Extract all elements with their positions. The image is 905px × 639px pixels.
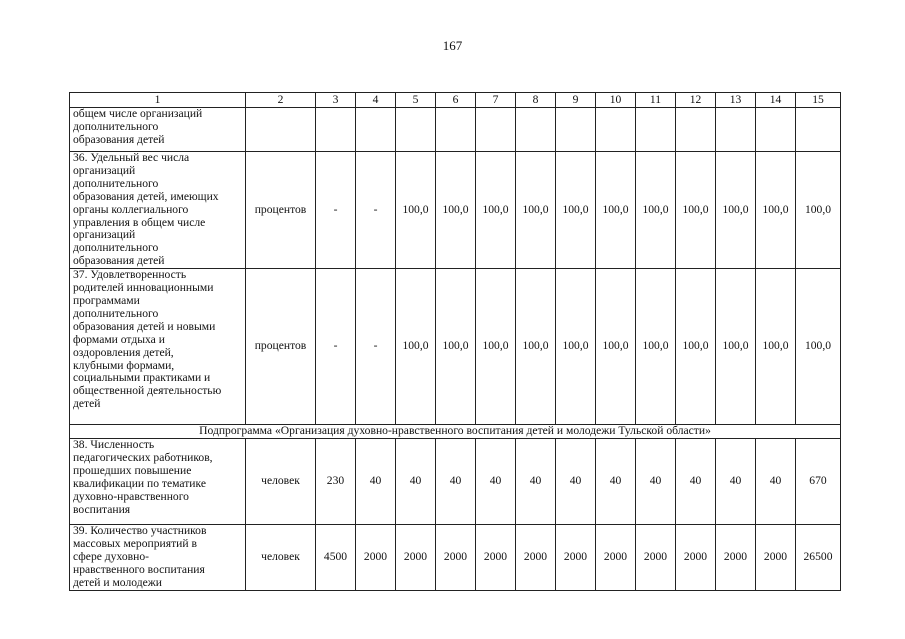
value-cell: 100,0 <box>596 269 636 425</box>
unit-cell: человек <box>246 439 316 525</box>
value-cell: - <box>356 152 396 269</box>
value-cell: 40 <box>596 439 636 525</box>
indicator-name-line: образования детей, имеющих <box>73 189 219 203</box>
indicator-name-line: 39. Количество участников <box>73 524 207 538</box>
table-row <box>70 152 841 269</box>
value-cell <box>596 108 636 152</box>
indicator-name <box>70 269 246 425</box>
value-cell: 40 <box>676 439 716 525</box>
value-cell <box>436 108 476 152</box>
indicator-name-line: общественной деятельностью <box>73 384 222 398</box>
value-cell: 100,0 <box>636 152 676 269</box>
indicator-name-line: педагогических работников, <box>73 451 213 465</box>
indicator-name-line: образования детей <box>73 132 165 146</box>
page-number: 167 <box>442 38 463 53</box>
value-cell: 670 <box>796 439 841 525</box>
indicator-name-line: органы коллегиального <box>73 202 189 216</box>
value-cell <box>476 108 516 152</box>
value-cell: 100,0 <box>436 269 476 425</box>
header-cell: 6 <box>436 93 476 108</box>
value-cell: - <box>316 152 356 269</box>
header-cell: 8 <box>516 93 556 108</box>
value-cell: 2000 <box>516 525 556 591</box>
value-cell: 100,0 <box>676 269 716 425</box>
unit-cell <box>246 108 316 152</box>
value-cell: 100,0 <box>596 152 636 269</box>
indicator-name-line: 38. Численность <box>73 438 155 452</box>
value-cell: 230 <box>316 439 356 525</box>
value-cell <box>396 108 436 152</box>
value-cell: 100,0 <box>516 152 556 269</box>
value-cell <box>516 108 556 152</box>
unit-cell: человек <box>246 525 316 591</box>
value-cell: 40 <box>516 439 556 525</box>
value-cell: 100,0 <box>556 269 596 425</box>
indicator-name-line: 36. Удельный вес числа <box>73 151 190 164</box>
value-cell: 2000 <box>436 525 476 591</box>
indicator-name-line: квалификации по тематике <box>73 476 206 490</box>
value-cell: 40 <box>716 439 756 525</box>
value-cell: 40 <box>556 439 596 525</box>
header-cell: 15 <box>796 93 841 108</box>
value-cell: - <box>316 269 356 425</box>
header-cell: 7 <box>476 93 516 108</box>
indicator-name <box>70 108 246 152</box>
indicator-name-line: прошедших повышение <box>73 463 192 477</box>
value-cell: 100,0 <box>716 269 756 425</box>
header-cell: 11 <box>636 93 676 108</box>
value-cell: 2000 <box>396 525 436 591</box>
value-cell <box>316 108 356 152</box>
value-cell: 100,0 <box>796 269 841 425</box>
indicator-name-line: управления в общем числе <box>73 215 206 229</box>
value-cell: 100,0 <box>516 269 556 425</box>
header-cell: 10 <box>596 93 636 108</box>
indicator-name-line: оздоровления детей, <box>73 345 174 359</box>
value-cell: 2000 <box>596 525 636 591</box>
value-cell: 40 <box>636 439 676 525</box>
value-cell: 40 <box>436 439 476 525</box>
header-cell: 1 <box>70 93 246 108</box>
value-cell: 100,0 <box>676 152 716 269</box>
indicator-name-line: дополнительного <box>73 176 159 190</box>
value-cell <box>796 108 841 152</box>
indicator-name-line: организаций <box>73 163 136 177</box>
value-cell: 100,0 <box>476 152 516 269</box>
value-cell: 2000 <box>676 525 716 591</box>
table-header-row <box>70 93 841 108</box>
header-cell: 5 <box>396 93 436 108</box>
value-cell: 40 <box>356 439 396 525</box>
indicator-name-line: нравственного воспитания <box>73 562 205 576</box>
indicator-name-line: клубными формами, <box>73 358 175 372</box>
indicator-name <box>70 525 246 591</box>
value-cell <box>556 108 596 152</box>
header-cell: 3 <box>316 93 356 108</box>
value-cell: 100,0 <box>756 269 796 425</box>
indicator-name-line: родителей инновационными <box>73 281 214 295</box>
value-cell: 2000 <box>756 525 796 591</box>
header-cell: 4 <box>356 93 396 108</box>
indicator-name-line: образования детей <box>73 254 165 268</box>
value-cell: 2000 <box>356 525 396 591</box>
header-cell: 13 <box>716 93 756 108</box>
value-cell <box>636 108 676 152</box>
value-cell: 40 <box>396 439 436 525</box>
indicator-name-line: детей <box>73 397 101 411</box>
header-cell: 14 <box>756 93 796 108</box>
value-cell: 40 <box>756 439 796 525</box>
indicator-name-line: организаций <box>73 228 136 242</box>
indicator-name-line: формами отдыха и <box>73 332 165 346</box>
value-cell <box>356 108 396 152</box>
table-row <box>70 108 841 152</box>
value-cell <box>676 108 716 152</box>
indicator-name-line: массовых мероприятий в <box>73 537 197 551</box>
value-cell: 100,0 <box>396 152 436 269</box>
table-row <box>70 525 841 591</box>
value-cell: 100,0 <box>636 269 676 425</box>
value-cell: 100,0 <box>716 152 756 269</box>
header-cell: 2 <box>246 93 316 108</box>
value-cell: - <box>356 269 396 425</box>
indicator-name-line: программами <box>73 293 140 307</box>
indicator-name-line: сфере духовно- <box>73 549 149 563</box>
indicator-name-line: общем числе организаций <box>73 107 203 120</box>
subprogram-title: Подпрограмма «Организация духовно-нравственного воспитания детей и молодежи Тульской области» <box>70 425 841 439</box>
value-cell: 100,0 <box>396 269 436 425</box>
indicator-name-line: духовно-нравственного <box>73 489 189 503</box>
unit-cell: процентов <box>246 152 316 269</box>
table-row <box>70 439 841 525</box>
indicators-table <box>69 92 841 591</box>
indicator-name-line: социальными практиками и <box>73 371 211 385</box>
indicator-name-line: 37. Удовлетворенность <box>73 268 187 282</box>
subprogram-row <box>70 425 841 439</box>
value-cell: 26500 <box>796 525 841 591</box>
value-cell <box>716 108 756 152</box>
value-cell: 40 <box>476 439 516 525</box>
indicator-name-line: детей и молодежи <box>73 575 162 589</box>
indicator-name-line: дополнительного <box>73 241 159 255</box>
indicator-name <box>70 152 246 269</box>
value-cell: 100,0 <box>756 152 796 269</box>
value-cell: 100,0 <box>476 269 516 425</box>
value-cell: 100,0 <box>796 152 841 269</box>
value-cell: 2000 <box>716 525 756 591</box>
value-cell: 2000 <box>476 525 516 591</box>
unit-cell: процентов <box>246 269 316 425</box>
indicator-name <box>70 439 246 525</box>
table-row <box>70 269 841 425</box>
indicator-name-line: дополнительного <box>73 306 159 320</box>
value-cell: 100,0 <box>436 152 476 269</box>
header-cell: 12 <box>676 93 716 108</box>
value-cell: 100,0 <box>556 152 596 269</box>
indicator-name-line: дополнительного <box>73 119 159 133</box>
indicator-name-line: воспитания <box>73 502 131 516</box>
header-cell: 9 <box>556 93 596 108</box>
value-cell: 2000 <box>556 525 596 591</box>
value-cell: 4500 <box>316 525 356 591</box>
value-cell: 2000 <box>636 525 676 591</box>
value-cell <box>756 108 796 152</box>
indicator-name-line: образования детей и новыми <box>73 319 216 333</box>
